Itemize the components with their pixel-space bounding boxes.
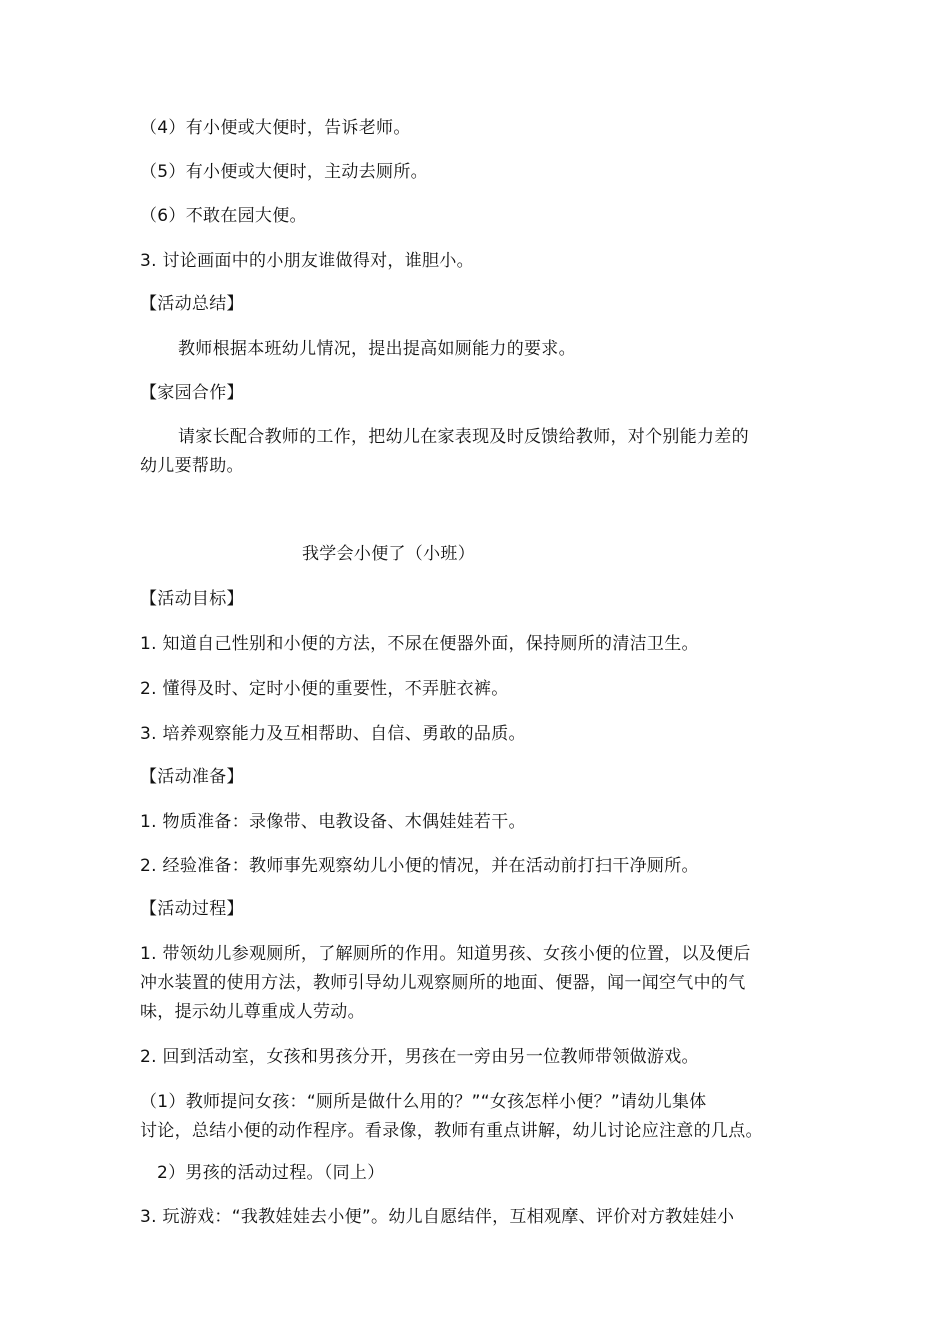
- process-2-1-line-1: （1）教师提问女孩：“厕所是做什么用的？”“女孩怎样小便？”请幼儿集体: [140, 1092, 707, 1112]
- process-2: 2. 回到活动室，女孩和男孩分开，男孩在一旁由另一位教师带领做游戏。: [140, 1047, 699, 1067]
- section-heading-summary: 【活动总结】: [140, 294, 244, 314]
- section-heading-preparation: 【活动准备】: [140, 767, 244, 787]
- process-2-1-line-2: 讨论，总结小便的动作程序。看录像，教师有重点讲解，幼儿讨论应注意的几点。: [140, 1121, 763, 1141]
- process-3: 3. 玩游戏：“我教娃娃去小便”。幼儿自愿结伴，互相观摩、评价对方教娃娃小: [140, 1207, 735, 1227]
- list-item-4: （4）有小便或大便时，告诉老师。: [140, 118, 411, 138]
- cooperation-paragraph-line-2: 幼儿要帮助。: [140, 456, 244, 476]
- page-title: 我学会小便了（小班）: [302, 544, 475, 564]
- process-1-line-2: 冲水装置的使用方法，教师引导幼儿观察厕所的地面、便器，闻一闻空气中的气: [140, 973, 746, 993]
- list-item-5: （5）有小便或大便时，主动去厕所。: [140, 162, 428, 182]
- process-2-2: 2）男孩的活动过程。（同上）: [157, 1163, 385, 1183]
- section-heading-goals: 【活动目标】: [140, 589, 244, 609]
- goal-2: 2. 懂得及时、定时小便的重要性，不弄脏衣裤。: [140, 679, 509, 699]
- step-3: 3. 讨论画面中的小朋友谁做得对，谁胆小。: [140, 251, 474, 271]
- list-item-6: （6）不敢在园大便。: [140, 206, 307, 226]
- summary-paragraph: 教师根据本班幼儿情况，提出提高如厕能力的要求。: [178, 339, 576, 359]
- process-1-line-1: 1. 带领幼儿参观厕所，了解厕所的作用。知道男孩、女孩小便的位置，以及便后: [140, 944, 751, 964]
- goal-3: 3. 培养观察能力及互相帮助、自信、勇敢的品质。: [140, 724, 526, 744]
- preparation-2: 2. 经验准备：教师事先观察幼儿小便的情况，并在活动前打扫干净厕所。: [140, 856, 699, 876]
- goal-1: 1. 知道自己性别和小便的方法，不尿在便器外面，保持厕所的清洁卫生。: [140, 634, 699, 654]
- section-heading-home-cooperation: 【家园合作】: [140, 383, 244, 403]
- preparation-1: 1. 物质准备：录像带、电教设备、木偶娃娃若干。: [140, 812, 526, 832]
- section-heading-process: 【活动过程】: [140, 899, 244, 919]
- process-1-line-3: 味，提示幼儿尊重成人劳动。: [140, 1002, 365, 1022]
- cooperation-paragraph-line-1: 请家长配合教师的工作，把幼儿在家表现及时反馈给教师，对个别能力差的: [178, 427, 749, 447]
